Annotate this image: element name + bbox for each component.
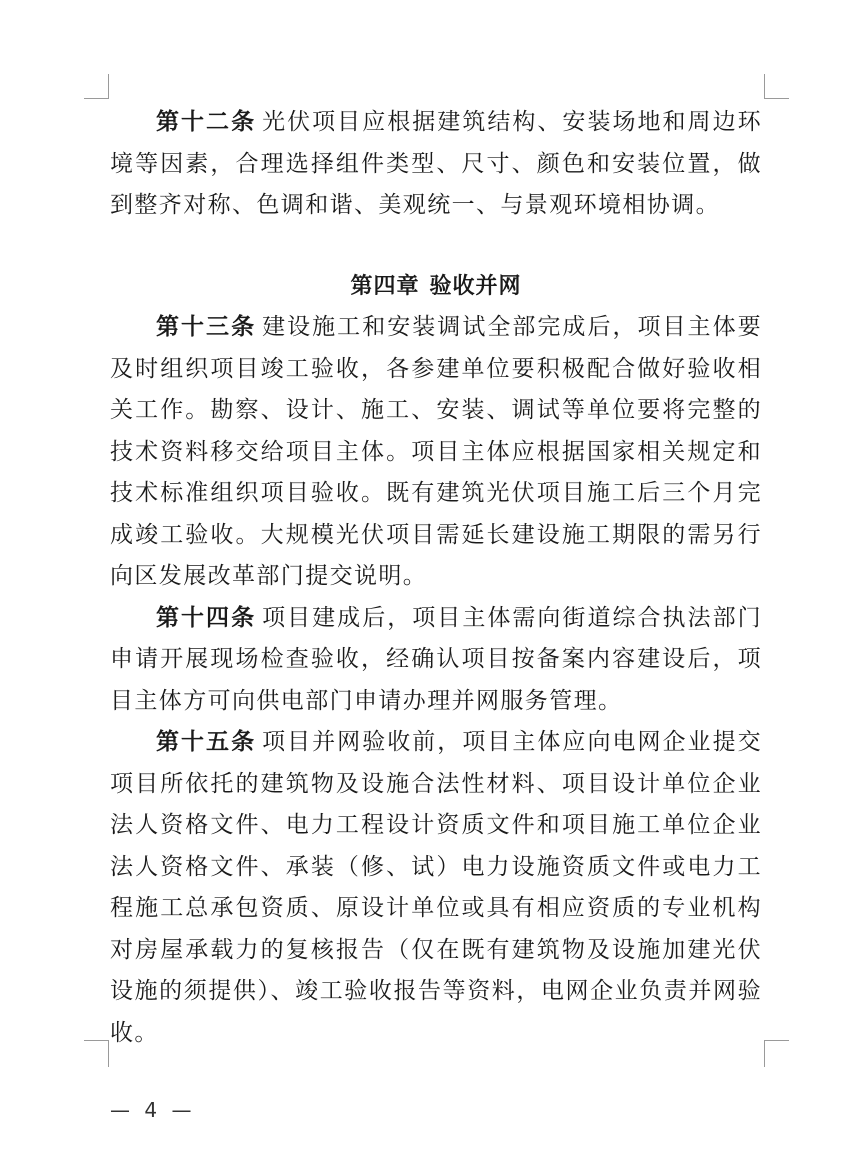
chapter-heading (110, 266, 762, 308)
article-13 (110, 307, 762, 598)
article-14 (110, 598, 762, 723)
crop-mark-top-right (764, 74, 789, 99)
article-12-number: 第十二条 (156, 109, 257, 135)
page-number: — 4 — (110, 1098, 196, 1122)
article-12-text: 光伏项目应根据建筑结构、安装场地和周边环境等因素，合理选择组件类型、尺寸、颜色和安装位置，做到整齐对称、色调和谐、美观统一、与景观环境相协调。 (110, 109, 762, 218)
article-13-text: 建设施工和安装调试全部完成后，项目主体要及时组织项目竣工验收，各参建单位要积极配合做好验收相关工作。勘察、设计、施工、安装、调试等单位要将完整的技术资料移交给项目主体。项目主体应根据国家相关规定和技术标准组织项目验收。既有建筑光伏项目施工后三个月完成竣工验收。大规模光伏项目需延长建设施工期限的需另行向区发展改革部门提交说明。 (110, 314, 762, 589)
crop-mark-bottom-right (764, 1040, 789, 1067)
document-body (110, 102, 762, 1054)
chapter-title: 验收并网 (429, 273, 522, 299)
crop-mark-bottom-left (84, 1040, 109, 1067)
chapter-number: 第四章 (350, 273, 420, 299)
article-15-text: 项目并网验收前，项目主体应向电网企业提交项目所依托的建筑物及设施合法性材料、项目设计单位企业法人资格文件、电力工程设计资质文件和项目施工单位企业法人资格文件、承装（修、试）电力设施资质文件或电力工程施工总承包资质、原设计单位或具有相应资质的专业机构对房屋承载力的复核报告（仅在既有建筑物及设施加建光伏设施的须提供）、竣工验收报告等资料，电网企业负责并网验收。 (110, 729, 762, 1046)
article-14-text: 项目建成后，项目主体需向街道综合执法部门申请开展现场检查验收，经确认项目按备案内容建设后，项目主体方可向供电部门申请办理并网服务管理。 (110, 604, 762, 714)
crop-mark-top-left (84, 74, 109, 99)
article-14-number: 第十四条 (156, 604, 257, 631)
article-15 (110, 722, 762, 1054)
section-gap (110, 227, 762, 266)
article-13-number: 第十三条 (156, 314, 257, 340)
article-12 (110, 102, 762, 227)
article-15-number: 第十五条 (156, 729, 257, 755)
